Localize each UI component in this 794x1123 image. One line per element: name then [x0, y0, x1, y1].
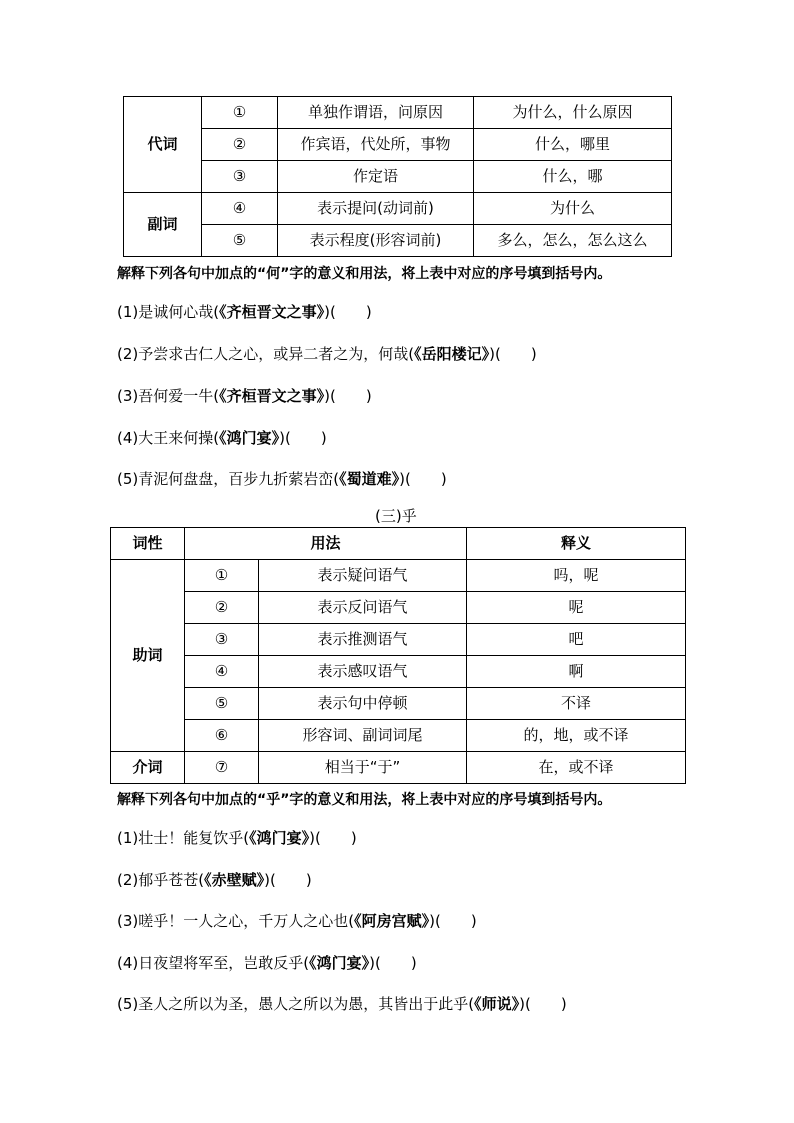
table-row: [111, 624, 686, 656]
question-source: 《蜀道难》: [339, 470, 400, 488]
question-source: 《鸿门宴》: [249, 829, 310, 847]
num-cell: ①: [202, 97, 278, 129]
meaning-cell: 呢: [467, 592, 686, 624]
question-item: [117, 827, 357, 848]
question-item: [117, 343, 537, 364]
question-item: [117, 952, 417, 973]
question-text: (2)郁乎苍苍(: [117, 871, 205, 889]
table-row: [124, 193, 672, 225]
table-row: [111, 752, 686, 784]
num-cell: ③: [185, 624, 259, 656]
question-source: 《岳阳楼记》: [414, 345, 490, 363]
meaning-cell: 的，地，或不译: [467, 720, 686, 752]
usage-cell: 表示推测语气: [259, 624, 467, 656]
pos-cell: 介词: [111, 752, 185, 784]
usage-cell: 单独作谓语，问原因: [278, 97, 474, 129]
question-item: [117, 468, 447, 489]
meaning-cell: 什么，哪: [474, 161, 672, 193]
usage-cell: 表示疑问语气: [259, 560, 467, 592]
pos-cell: 副词: [124, 193, 202, 257]
question-item: [117, 869, 312, 890]
usage-cell: 相当于“于”: [259, 752, 467, 784]
meaning-cell: 吧: [467, 624, 686, 656]
header-meaning: 释义: [467, 528, 686, 560]
question-text: (3)嗟乎！一人之心，千万人之心也(: [117, 912, 355, 930]
pos-cell: 助词: [111, 560, 185, 752]
question-item: [117, 427, 327, 448]
usage-cell: 表示提问(动词前): [278, 193, 474, 225]
question-text: (1)是诚何心哉(: [117, 303, 220, 321]
num-cell: ③: [202, 161, 278, 193]
question-source: 《阿房宫赋》: [354, 912, 430, 930]
usage-cell: 表示句中停顿: [259, 688, 467, 720]
answer-blank[interactable]: )( ): [429, 912, 477, 930]
table-row: [111, 592, 686, 624]
usage-cell: 形容词、副词词尾: [259, 720, 467, 752]
he-usage-table: [123, 96, 672, 257]
num-cell: ⑤: [185, 688, 259, 720]
question-text: (4)日夜望将军至，岂敢反乎(: [117, 954, 310, 972]
question-item: [117, 301, 372, 322]
table-header-row: [111, 528, 686, 560]
question-text: (2)予尝求古仁人之心，或异二者之为，何哉(: [117, 345, 415, 363]
usage-cell: 作宾语，代处所，事物: [278, 129, 474, 161]
table-row: [124, 161, 672, 193]
meaning-cell: 在，或不译: [467, 752, 686, 784]
question-text: (3)吾何爱一牛(: [117, 387, 220, 405]
num-cell: ④: [185, 656, 259, 688]
meaning-cell: 什么，哪里: [474, 129, 672, 161]
question-item: [117, 993, 567, 1014]
num-cell: ②: [202, 129, 278, 161]
num-cell: ⑤: [202, 225, 278, 257]
answer-blank[interactable]: )( ): [324, 303, 372, 321]
table-row: [111, 688, 686, 720]
answer-blank[interactable]: )( ): [489, 345, 537, 363]
section2-instruction: 解释下列各句中加点的“乎”字的意义和用法，将上表中对应的序号填到括号内。: [117, 792, 612, 808]
question-source: 《齐桓晋文之事》: [219, 387, 325, 405]
answer-blank[interactable]: )( ): [309, 829, 357, 847]
question-source: 《赤壁赋》: [204, 871, 265, 889]
section1-instruction: 解释下列各句中加点的“何”字的意义和用法，将上表中对应的序号填到括号内。: [117, 266, 612, 282]
question-text: (1)壮士！能复饮乎(: [117, 829, 250, 847]
answer-blank[interactable]: )( ): [399, 470, 447, 488]
table-row: [111, 656, 686, 688]
meaning-cell: 吗，呢: [467, 560, 686, 592]
meaning-cell: 为什么，什么原因: [474, 97, 672, 129]
num-cell: ①: [185, 560, 259, 592]
usage-cell: 作定语: [278, 161, 474, 193]
question-text: (5)圣人之所以为圣，愚人之所以为愚，其皆出于此乎(: [117, 995, 475, 1013]
num-cell: ⑦: [185, 752, 259, 784]
question-source: 《齐桓晋文之事》: [219, 303, 325, 321]
answer-blank[interactable]: )( ): [279, 429, 327, 447]
section-title: (三)乎: [375, 507, 417, 525]
meaning-cell: 多么，怎么，怎么这么: [474, 225, 672, 257]
table-row: [124, 225, 672, 257]
question-text: (4)大王来何操(: [117, 429, 220, 447]
meaning-cell: 不译: [467, 688, 686, 720]
usage-cell: 表示程度(形容词前): [278, 225, 474, 257]
header-usage: 用法: [185, 528, 467, 560]
question-item: [117, 385, 372, 406]
hu-usage-table: [110, 527, 686, 784]
table-row: [124, 97, 672, 129]
question-source: 《鸿门宴》: [219, 429, 280, 447]
header-pos: 词性: [111, 528, 185, 560]
answer-blank[interactable]: )( ): [264, 871, 312, 889]
usage-cell: 表示感叹语气: [259, 656, 467, 688]
table-row: [111, 560, 686, 592]
answer-blank[interactable]: )( ): [369, 954, 417, 972]
num-cell: ④: [202, 193, 278, 225]
answer-blank[interactable]: )( ): [519, 995, 567, 1013]
table-row: [111, 720, 686, 752]
num-cell: ②: [185, 592, 259, 624]
num-cell: ⑥: [185, 720, 259, 752]
meaning-cell: 啊: [467, 656, 686, 688]
meaning-cell: 为什么: [474, 193, 672, 225]
question-text: (5)青泥何盘盘，百步九折萦岩峦(: [117, 470, 340, 488]
question-item: [117, 910, 477, 931]
answer-blank[interactable]: )( ): [324, 387, 372, 405]
question-source: 《师说》: [474, 995, 520, 1013]
question-source: 《鸿门宴》: [309, 954, 370, 972]
table-row: [124, 129, 672, 161]
pos-cell: 代词: [124, 97, 202, 193]
usage-cell: 表示反问语气: [259, 592, 467, 624]
